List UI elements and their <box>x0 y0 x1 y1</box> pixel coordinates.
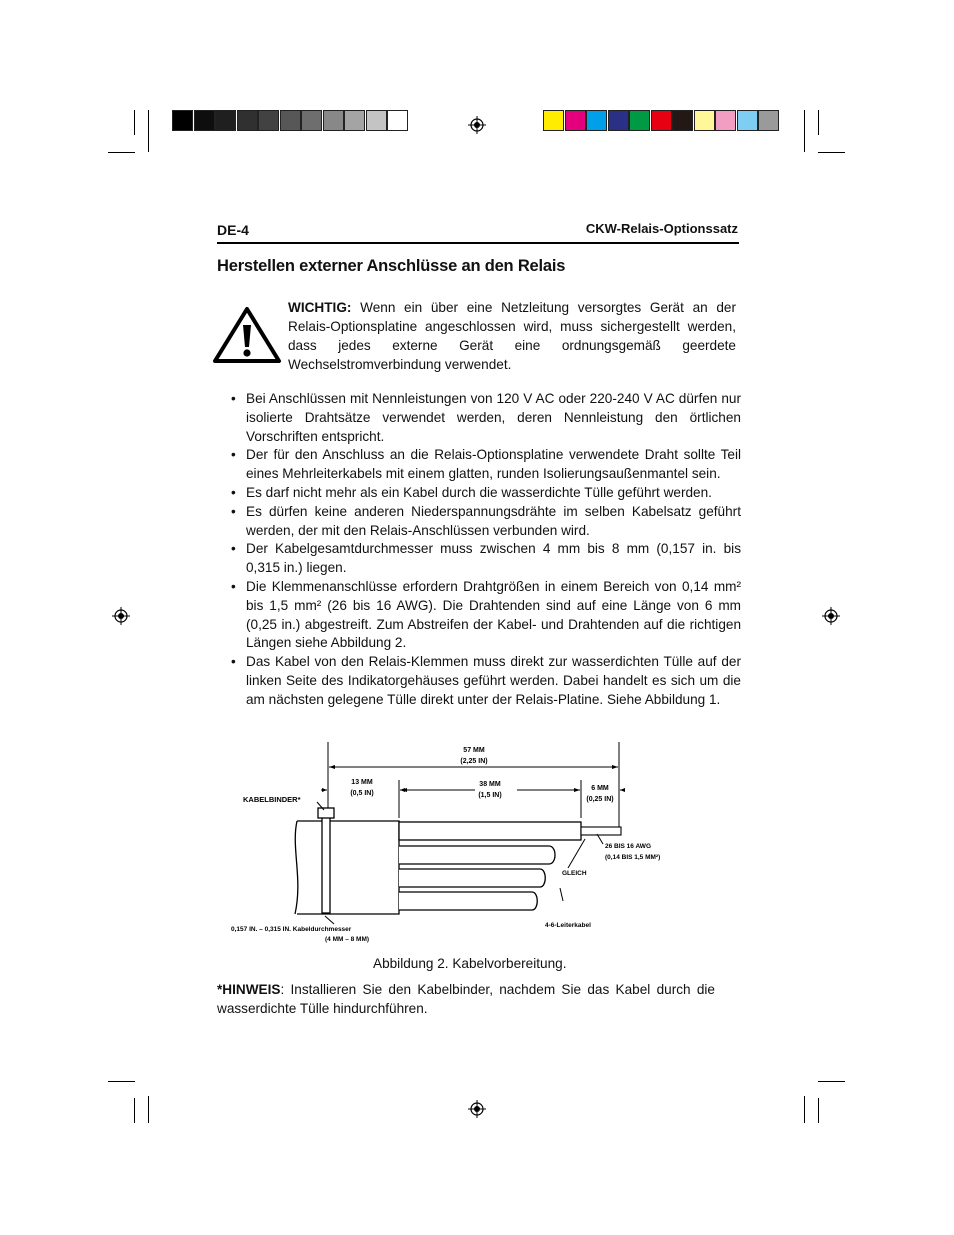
color-swatch <box>737 110 758 131</box>
color-swatch <box>543 110 564 131</box>
color-swatch <box>672 110 693 131</box>
header-rule <box>217 242 739 244</box>
registration-target-icon <box>468 1100 486 1118</box>
color-swatch <box>586 110 607 131</box>
list-item: • Das Kabel von den Relais-Klemmen muss direkt zur wasserdichten Tülle auf der linken Seite des Indikatorgehäuses geführt werden. Dabei handelt es sich um die am nächsten gelegene Tülle direkt unter der Relais-Platine. Siehe Abbildung 1. <box>231 653 741 709</box>
footnote <box>217 981 715 1019</box>
color-swatch <box>758 110 779 131</box>
registration-target-icon <box>822 607 840 625</box>
gray-swatch <box>237 110 258 131</box>
gray-swatch <box>215 110 236 131</box>
note-text: : Installieren Sie den Kabelbinder, nachdem Sie das Kabel durch die wasserdichte Tülle hindurchführen. <box>217 982 715 1016</box>
section-title: CKW-Relais-Optionssatz <box>585 221 738 236</box>
dim-total-mm: 57 MM <box>463 747 485 754</box>
list-item: • Es darf nicht mehr als ein Kabel durch die wasserdichte Tülle geführt werden. <box>231 484 741 503</box>
list-item: • Die Klemmenanschlüsse erfordern Drahtgrößen in einem Bereich von 0,14 mm² bis 1,5 mm² (26 bis 16 AWG). Die Drahtenden sind auf eine Länge von 6 mm (0,25 in.) abgestreift. Zum Abstreifen der Kabel- und Drahtenden auf die richtigen Längen siehe Abbildung 2. <box>231 578 741 653</box>
dim-mid-mm: 38 MM <box>479 781 501 788</box>
warning-triangle-icon <box>212 306 282 364</box>
list-item: • Der Kabelgesamtdurchmesser muss zwischen 4 mm bis 8 mm (0,157 in. bis 0,315 in.) liegen. <box>231 540 741 578</box>
gray-swatch <box>301 110 322 131</box>
color-swatch <box>715 110 736 131</box>
list-item: • Bei Anschlüssen mit Nennleistungen von 120 V AC oder 220-240 V AC dürfen nur isolierte Drahtsätze verwendet werden, deren Nennleistung den örtlichen Vorschriften entspricht. <box>231 390 741 446</box>
requirements-list <box>231 390 741 710</box>
registration-target-icon <box>112 607 130 625</box>
conductor-label: 4-6-Leiterkabel <box>545 922 591 929</box>
dim-total-in: (2,25 IN) <box>460 758 488 765</box>
warning-body: Wenn ein über eine Netzleitung versorgtes Gerät an der Relais-Optionsplatine angeschlossen wird, muss sichergestellt werden, dass jedes externe Gerät eine ordnungsgemäß geerdete Wechselstromverbindung verwendet. <box>288 300 736 372</box>
warning-text <box>288 298 736 374</box>
gray-swatch <box>194 110 215 131</box>
color-swatch <box>651 110 672 131</box>
dim-left-in: (0,5 IN) <box>350 790 374 797</box>
gray-swatch <box>323 110 344 131</box>
gray-swatch <box>280 110 301 131</box>
gray-swatch <box>387 110 408 131</box>
cable-preparation-diagram <box>225 738 661 948</box>
dim-right-in: (0,25 IN) <box>586 796 614 803</box>
gray-swatch <box>344 110 365 131</box>
gray-swatch <box>258 110 279 131</box>
list-item: • Es dürfen keine anderen Niederspannungsdrähte im selben Kabelsatz geführt werden, der mit den Relais-Anschlüssen verbunden wird. <box>231 503 741 541</box>
diameter-mm-label: (4 MM – 8 MM) <box>325 936 370 943</box>
color-swatch <box>608 110 629 131</box>
color-swatch <box>694 110 715 131</box>
awg-mm-label: (0,14 BIS 1,5 MM²) <box>605 854 661 861</box>
dim-mid-in: (1,5 IN) <box>478 792 502 799</box>
awg-label: 26 BIS 16 AWG <box>605 843 651 850</box>
page-number: DE-4 <box>217 222 249 238</box>
dim-left-mm: 13 MM <box>351 779 373 786</box>
note-label: *HINWEIS <box>217 982 281 997</box>
diameter-label: 0,157 IN. – 0,315 IN. Kabeldurchmesser <box>231 926 352 933</box>
figure-caption: Abbildung 2. Kabelvorbereitung. <box>373 956 567 971</box>
registration-target-icon <box>468 116 486 134</box>
list-item: • Der für den Anschluss an die Relais-Optionsplatine verwendete Draht sollte Teil eines Mehrleiterkabels mit einem glatten, runden Isolierungsaußenmantel sein. <box>231 446 741 484</box>
dim-right-mm: 6 MM <box>591 785 609 792</box>
color-swatch <box>565 110 586 131</box>
color-swatch <box>629 110 650 131</box>
gray-swatch <box>172 110 193 131</box>
warning-label: WICHTIG: <box>288 300 352 315</box>
gray-swatch <box>366 110 387 131</box>
cable-tie-label: KABELBINDER* <box>243 795 301 804</box>
page-title: Herstellen externer Anschlüsse an den Relais <box>217 257 566 275</box>
equal-label: GLEICH <box>562 870 587 877</box>
